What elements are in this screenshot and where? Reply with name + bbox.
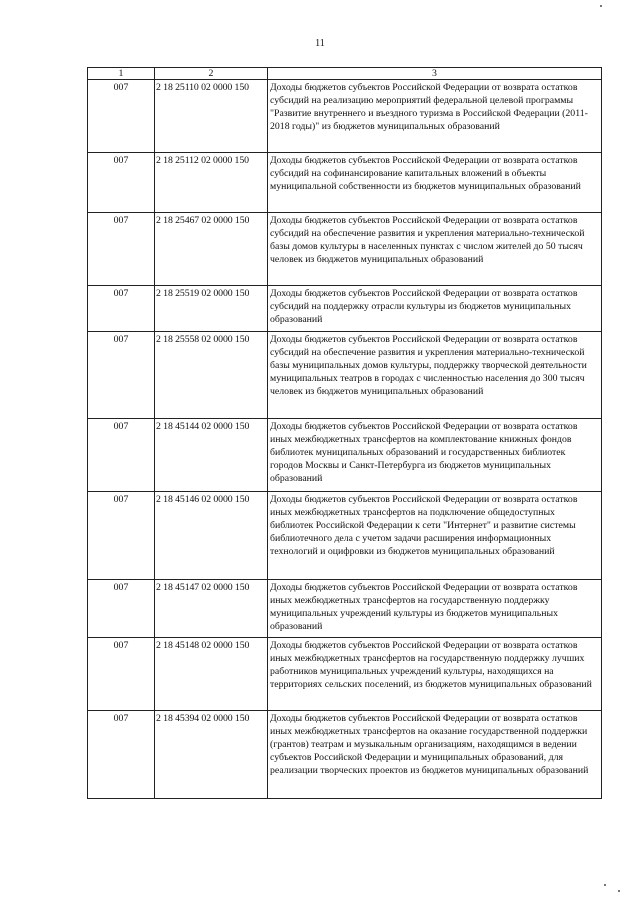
- table-row: [88, 711, 602, 799]
- column-header-3: 3: [268, 68, 602, 80]
- page-number: 11: [315, 38, 325, 49]
- admin-code-cell: 007: [88, 638, 155, 711]
- table-row: [88, 153, 602, 213]
- table-row: [88, 213, 602, 286]
- revenue-name-cell: Доходы бюджетов субъектов Российской Федерации от возврата остатков субсидий на реализацию мероприятий федеральной целевой программы "Развитие внутреннего и въездного туризма в Российской Федерации (2011-2018 годы)" из бюджетов муниципальных образований: [268, 80, 602, 153]
- admin-code-cell: 007: [88, 80, 155, 153]
- budget-code-cell: 2 18 25519 02 0000 150: [155, 286, 268, 332]
- admin-code-cell: 007: [88, 332, 155, 419]
- revenue-name-cell: Доходы бюджетов субъектов Российской Федерации от возврата остатков субсидий на обеспечение развития и укрепления материально-технической базы муниципальных домов культуры, поддержку творческой деятельности муниципальных театров в городах с численностью населения до 300 тысяч человек из бюджетов муниципальных образований: [268, 332, 602, 419]
- admin-code-cell: 007: [88, 580, 155, 638]
- table-row: [88, 492, 602, 580]
- budget-code-cell: 2 18 45394 02 0000 150: [155, 711, 268, 799]
- budget-code-cell: 2 18 45144 02 0000 150: [155, 419, 268, 492]
- revenue-name-cell: Доходы бюджетов субъектов Российской Федерации от возврата остатков иных межбюджетных трансфертов на оказание государственной поддержки (грантов) театрам и музыкальным организациям, находящимся в ведении субъектов Российской Федерации и муниципальных образований, для реализации творческих проектов из бюджетов муниципальных образований: [268, 711, 602, 799]
- admin-code-cell: 007: [88, 286, 155, 332]
- scan-speck-bottom-2: [618, 890, 620, 892]
- revenue-name-cell: Доходы бюджетов субъектов Российской Федерации от возврата остатков субсидий на поддержку отрасли культуры из бюджетов муниципальных образований: [268, 286, 602, 332]
- table-row: [88, 580, 602, 638]
- budget-code-cell: 2 18 45146 02 0000 150: [155, 492, 268, 580]
- scan-speck-bottom: [604, 884, 606, 886]
- column-header-1: 1: [88, 68, 155, 80]
- budget-code-cell: 2 18 45147 02 0000 150: [155, 580, 268, 638]
- budget-code-cell: 2 18 25112 02 0000 150: [155, 153, 268, 213]
- scan-speck-top: [600, 5, 602, 7]
- column-header-2: 2: [155, 68, 268, 80]
- revenue-name-cell: Доходы бюджетов субъектов Российской Федерации от возврата остатков иных межбюджетных трансфертов на государственную поддержку муниципальных учреждений культуры из бюджетов муниципальных образований: [268, 580, 602, 638]
- admin-code-cell: 007: [88, 153, 155, 213]
- table-row: [88, 419, 602, 492]
- admin-code-cell: 007: [88, 419, 155, 492]
- table-row: [88, 286, 602, 332]
- admin-code-cell: 007: [88, 213, 155, 286]
- revenue-name-cell: Доходы бюджетов субъектов Российской Федерации от возврата остатков субсидий на софинансирование капитальных вложений в объекты муниципальной собственности из бюджетов муниципальных образований: [268, 153, 602, 213]
- table-header-row: [88, 68, 602, 80]
- table-row: [88, 638, 602, 711]
- revenue-codes-table: [87, 67, 602, 799]
- budget-code-cell: 2 18 25467 02 0000 150: [155, 213, 268, 286]
- revenue-name-cell: Доходы бюджетов субъектов Российской Федерации от возврата остатков иных межбюджетных трансфертов на подключение общедоступных библиотек Российской Федерации к сети "Интернет" и развитие системы библиотечного дела с учетом задачи расширения информационных технологий и оцифровки из бюджетов муниципальных образований: [268, 492, 602, 580]
- budget-code-cell: 2 18 25558 02 0000 150: [155, 332, 268, 419]
- revenue-name-cell: Доходы бюджетов субъектов Российской Федерации от возврата остатков иных межбюджетных трансфертов на государственную поддержку лучших работников муниципальных учреждений культуры, находящихся на территориях сельских поселений, из бюджетов муниципальных образований: [268, 638, 602, 711]
- revenue-name-cell: Доходы бюджетов субъектов Российской Федерации от возврата остатков субсидий на обеспечение развития и укрепления материально-технической базы домов культуры в населенных пунктах с числом жителей до 50 тысяч человек из бюджетов муниципальных образований: [268, 213, 602, 286]
- table-row: [88, 332, 602, 419]
- table-row: [88, 80, 602, 153]
- admin-code-cell: 007: [88, 711, 155, 799]
- budget-code-cell: 2 18 45148 02 0000 150: [155, 638, 268, 711]
- budget-code-cell: 2 18 25110 02 0000 150: [155, 80, 268, 153]
- admin-code-cell: 007: [88, 492, 155, 580]
- revenue-name-cell: Доходы бюджетов субъектов Российской Федерации от возврата остатков иных межбюджетных трансфертов на комплектование книжных фондов библиотек муниципальных образований и государственных библиотек городов Москвы и Санкт-Петербурга из бюджетов муниципальных образований: [268, 419, 602, 492]
